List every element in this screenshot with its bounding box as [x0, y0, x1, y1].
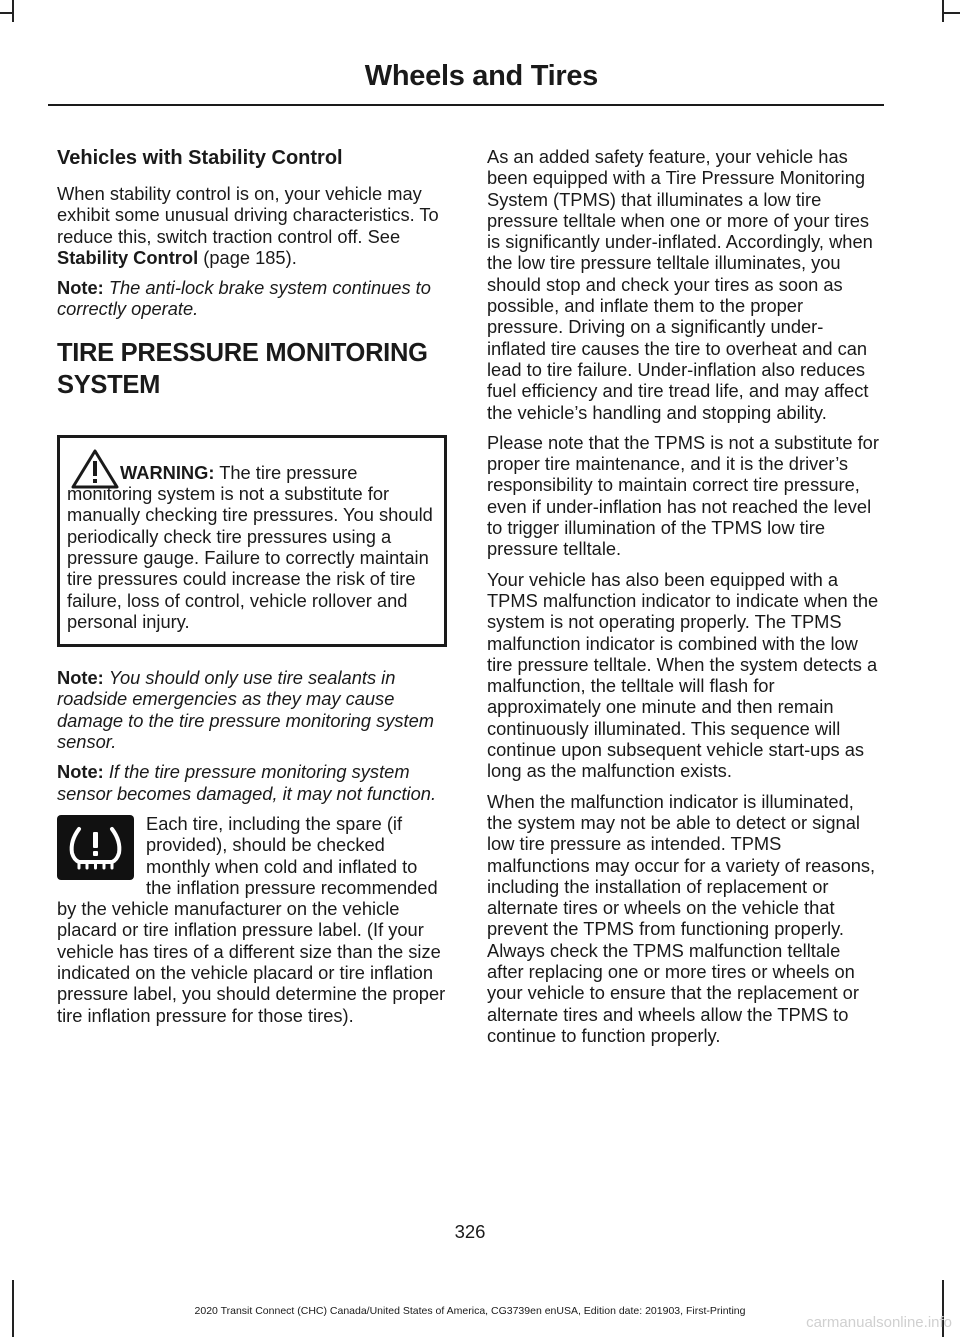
tire-check-paragraph	[57, 813, 447, 1026]
subheading-stability-control: Vehicles with Stability Control	[57, 147, 343, 169]
low-tire-pressure-icon	[57, 815, 134, 880]
footer-edition-info: 2020 Transit Connect (CHC) Canada/United States of America, CG3739en enUSA, Edition date: 201903, First-Printing	[194, 1305, 746, 1317]
page-reference: (page 185).	[203, 246, 297, 268]
section-title	[57, 337, 447, 401]
stability-paragraph	[57, 183, 447, 268]
note-label: Note:	[57, 667, 104, 689]
section-title-line2: SYSTEM	[57, 370, 161, 399]
left-column	[57, 146, 447, 1035]
note-sealants	[57, 667, 447, 752]
watermark: carmanualsonline.info	[806, 1314, 952, 1331]
header-divider	[48, 104, 884, 106]
tire-check-text: Each tire, including the spare (if provided), should be checked monthly when cold and inflated to the inflation pressure recommended by the vehicle manufacturer on the vehicle placard or tire inflation pressure label. (If your vehicle has tires of a different size than the size indicated on the vehicle placard or tire inflation pressure label, you should determine the proper tire inflation pressure for those tires).	[57, 812, 446, 1026]
tpms-malfunction-illuminated-paragraph: When the malfunction indicator is illuminated, the system may not be able to detect or signal low tire pressure as intended. TPMS malfunctions may occur for a variety of reasons, including the installation of replacement or alternate tires or wheels on the vehicle that prevent the TPMS from functioning properly. Always check the TPMS malfunction telltale after replacing one or more tires or wheels on your vehicle to ensure that the replacement or alternate tires and wheels allow the TPMS to continue to function properly.	[487, 790, 876, 1046]
warning-triangle-icon	[70, 448, 120, 490]
note-label: Note:	[57, 761, 104, 783]
tpms-malfunction-paragraph: Your vehicle has also been equipped with a TPMS malfunction indicator to indicate when the system is not operating properly. The TPMS malfunction indicator is combined with the low tire pressure telltale. When the system detects a malfunction, the telltale will flash for approximately one minute and then remain continuously illuminated. This sequence will continue upon subsequent vehicle start-ups as long as the malfunction exists.	[487, 568, 879, 782]
crop-mark-top-right-v	[942, 0, 944, 22]
warning-text: The tire pressure monitoring system is not a substitute for manually checking tire pressures. You should periodically check tire pressures using a pressure gauge. Failure to correctly maintain tire pressures could increase the risk of tire failure, loss of control, vehicle rollover and personal injury.	[67, 461, 433, 632]
warning-box	[57, 435, 447, 647]
stability-control-link[interactable]: Stability Control	[57, 246, 199, 268]
page-number: 326	[454, 1221, 486, 1242]
page-header-title: Wheels and Tires	[364, 60, 598, 92]
tpms-maintenance-paragraph: Please note that the TPMS is not a substitute for proper tire maintenance, and it is the driver’s responsibility to maintain correct tire pressure, even if under-inflation has not reached the level to trigger illumination of the TPMS low tire pressure telltale.	[487, 431, 879, 560]
note-text: You should only use tire sealants in roadside emergencies as they may cause damage to the tire pressure monitoring system sensor.	[57, 667, 434, 753]
warning-label: WARNING:	[120, 461, 215, 483]
note-text: The anti-lock brake system continues to correctly operate.	[57, 277, 431, 320]
note-abs	[57, 277, 447, 320]
tpms-intro-paragraph: As an added safety feature, your vehicle has been equipped with a Tire Pressure Monitoring System (TPMS) that illuminates a low tire pressure telltale when one or more of your tires is significantly under-inflated. Accordingly, when the low tire pressure telltale illuminates, you should stop and check your tires as soon as possible, and inflate them to the proper pressure. Driving on a significantly under-inflated tire causes the tire to overheat and can lead to tire failure. Under-inflation also reduces fuel efficiency and tire tread life, and may affect the vehicle’s handling and stopping ability.	[487, 146, 873, 423]
note-text: If the tire pressure monitoring system sensor becomes damaged, it may not function.	[57, 761, 437, 804]
stability-paragraph-text: When stability control is on, your vehicle may exhibit some unusual driving characteristics. To reduce this, switch traction control off. See	[57, 183, 439, 247]
section-title-line1: TIRE PRESSURE MONITORING	[57, 338, 428, 367]
right-column	[487, 146, 880, 1055]
warning-paragraph	[67, 462, 437, 632]
crop-mark-top-left-v	[12, 0, 14, 22]
crop-mark-top-right-h	[944, 12, 960, 14]
crop-mark-top-left-h	[0, 12, 12, 14]
note-label: Note:	[57, 277, 104, 299]
note-sensor	[57, 761, 447, 804]
